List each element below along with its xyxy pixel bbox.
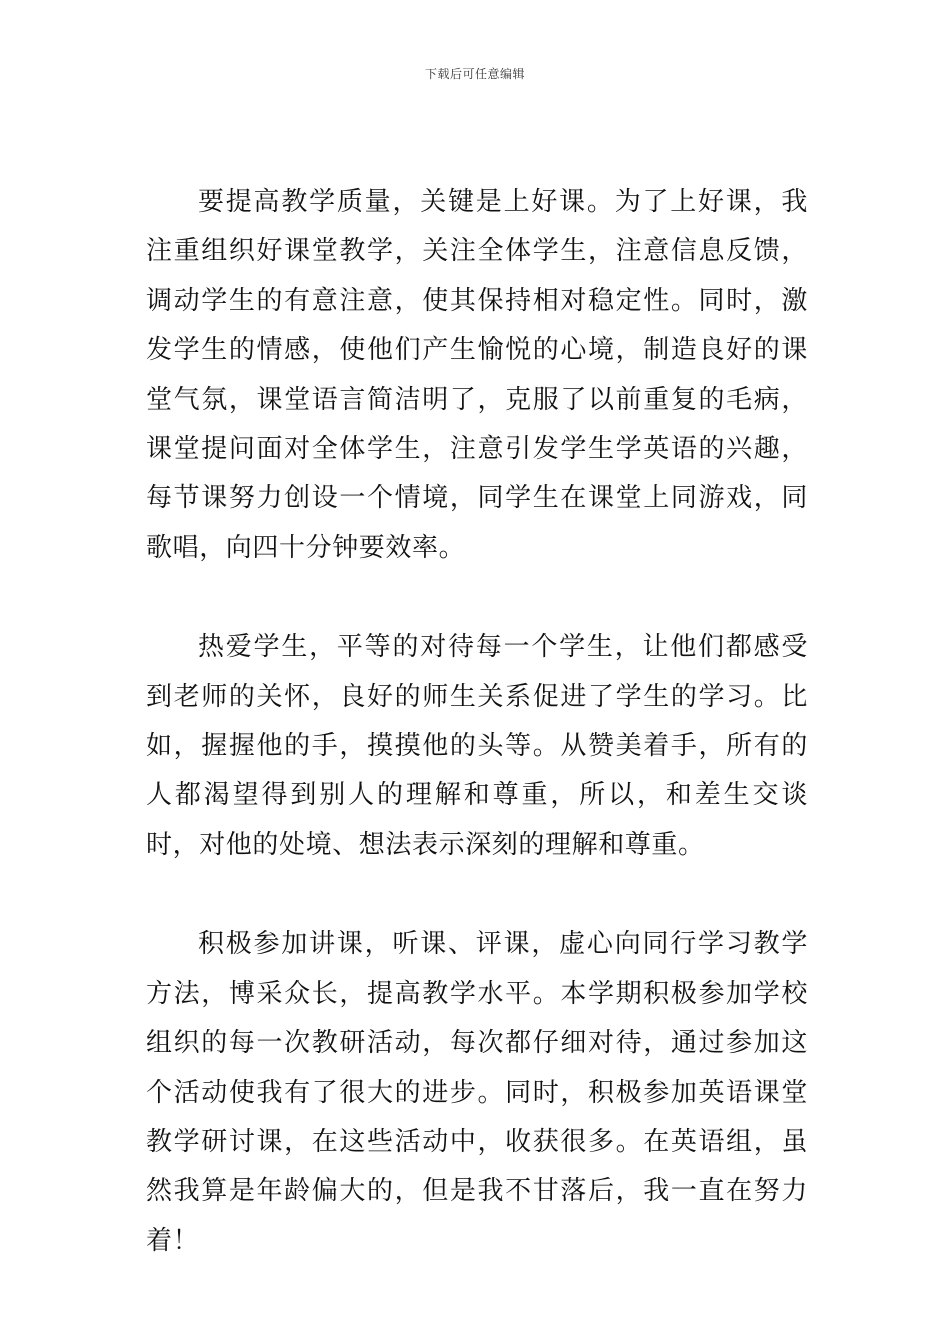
paragraph-caring-students: 热爱学生，平等的对待每一个学生，让他们都感受到老师的关怀，良好的师生关系促进了学生的学习。比如，握握他的手，摸摸他的头等。从赞美着手，所有的人都渴望得到别人的理解和尊重，所以，和差生交谈时，对他的处境、想法表示深刻的理解和尊重。 — [146, 632, 808, 860]
header-note: 下载后可任意编辑 — [424, 67, 525, 81]
paragraph-teaching-research: 积极参加讲课，听课、评课，虚心向同行学习教学方法，博采众长，提高教学水平。本学期积极参加学校组织的每一次教研活动，每次都仔细对待，通过参加这个活动使我有了很大的进步。同时，积极参加英语课堂教学研讨课，在这些活动中，收获很多。在英语组，虽然我算是年龄偏大的，但是我不甘落后，我一直在努力着！ — [146, 929, 808, 1256]
document-body — [146, 178, 808, 1266]
paragraph-teaching-quality: 要提高教学质量，关键是上好课。为了上好课，我注重组织好课堂教学，关注全体学生，注意信息反馈，调动学生的有意注意，使其保持相对稳定性。同时，激发学生的情感，使他们产生愉悦的心境，制造良好的课堂气氛，课堂语言简洁明了，克服了以前重复的毛病，课堂提问面对全体学生，注意引发学生学英语的兴趣，每节课努力创设一个情境，同学生在课堂上同游戏，同歌唱，向四十分钟要效率。 — [146, 187, 808, 563]
